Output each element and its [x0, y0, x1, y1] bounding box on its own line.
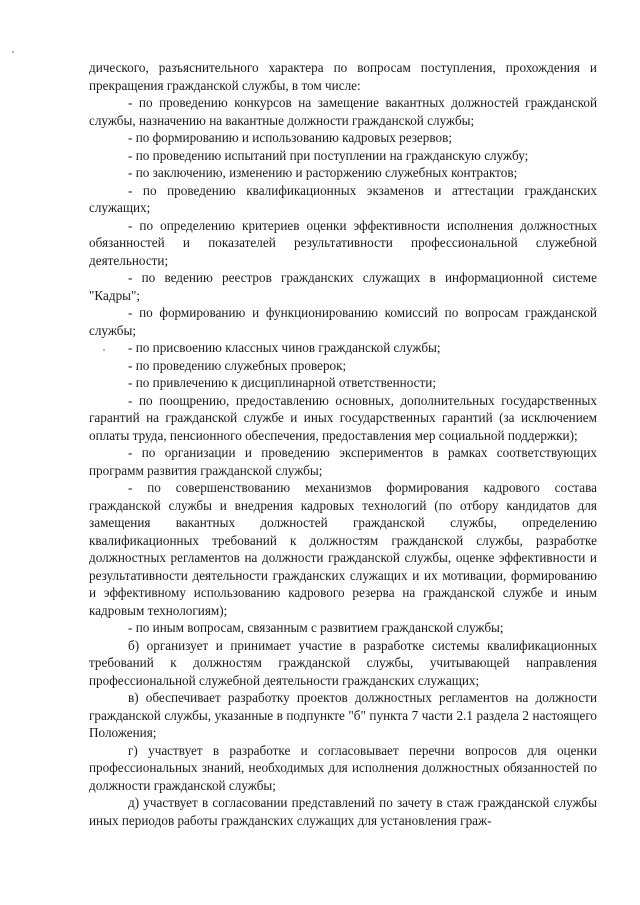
list-item: - по поощрению, предоставлению основных, дополнительных государственных гарантий на гражданской службе и иных государственных гарантий (за исключением оплаты труда, пенсионного обеспечения, предоставления мер социальной поддержки); — [89, 392, 597, 443]
paragraph: г) участвует в разработке и согласовывает перечни вопросов для оценки профессиональных знаний, необходимых для исполнения должностных обязанностей по должности гражданской службы; — [89, 742, 597, 793]
paragraph: дического, разъяснительного характера по вопросам поступления, прохождения и прекращения гражданской службы, в том числе: — [89, 60, 597, 93]
list-item: - по проведению квалификационных экзаменов и аттестации гражданских служащих; — [89, 182, 597, 215]
document-body — [89, 59, 597, 829]
paragraph: в) обеспечивает разработку проектов должностных регламентов на должности гражданской службы, указанные в подпункте "б" пункта 7 части 2.1 раздела 2 настоящего Положения; — [89, 690, 597, 740]
list-item: - по формированию и использованию кадровых резервов; — [128, 130, 452, 145]
list-item: - по формированию и функционированию комиссий по вопросам гражданской службы; — [89, 305, 597, 338]
list-item: - по проведению служебных проверок; — [128, 357, 347, 373]
list-item: - по совершенствованию механизмов формирования кадрового состава гражданской службы и внедрения кадровых технологий (по отбору кандидатов для замещения вакантных должностей гражданской службы, определению квалификационных требований к должностям гражданской службы, разработке должностных регламентов на должности гражданской службы, оценке эффективности и результативности деятельности гражданских служащих и их мотивации, формированию и эффективному использованию кадрового резерва на гражданской службе и иным кадровым технологиям); — [89, 480, 597, 618]
paragraph: д) участвует в согласовании представлений по зачету в стаж гражданской службы иных периодов работы гражданских служащих для установления граж- — [89, 795, 597, 828]
list-item: - по иным вопросам, связанным с развитием гражданской службы; — [128, 620, 504, 635]
list-item: - по определению критериев оценки эффективности исполнения должностных обязанностей и показателей результативности профессиональной служебной деятельности; — [89, 217, 597, 268]
paragraph: б) организует и принимает участие в разработке системы квалификационных требований к должностям гражданской службы, учитывающей направления профессиональной служебной деятельности гражданских служащих; — [89, 637, 597, 688]
list-item: - по присвоению классных чинов гражданской службы; — [128, 340, 441, 355]
list-item: - по заключению, изменению и расторжению служебных контрактов; — [128, 165, 518, 180]
list-item: - по ведению реестров гражданских служащих в информационной системе "Кадры"; — [89, 270, 597, 303]
list-item: - по привлечению к дисциплинарной ответственности; — [128, 375, 436, 390]
list-item: - по организации и проведению экспериментов в рамках соответствующих программ развития гражданской службы; — [89, 445, 597, 478]
scan-speck — [12, 51, 14, 53]
list-item: - по проведению испытаний при поступлении на гражданскую службу; — [128, 147, 529, 163]
list-item: - по проведению конкурсов на замещение вакантных должностей гражданской службы, назначению на вакантные должности гражданской службы; — [89, 95, 597, 128]
